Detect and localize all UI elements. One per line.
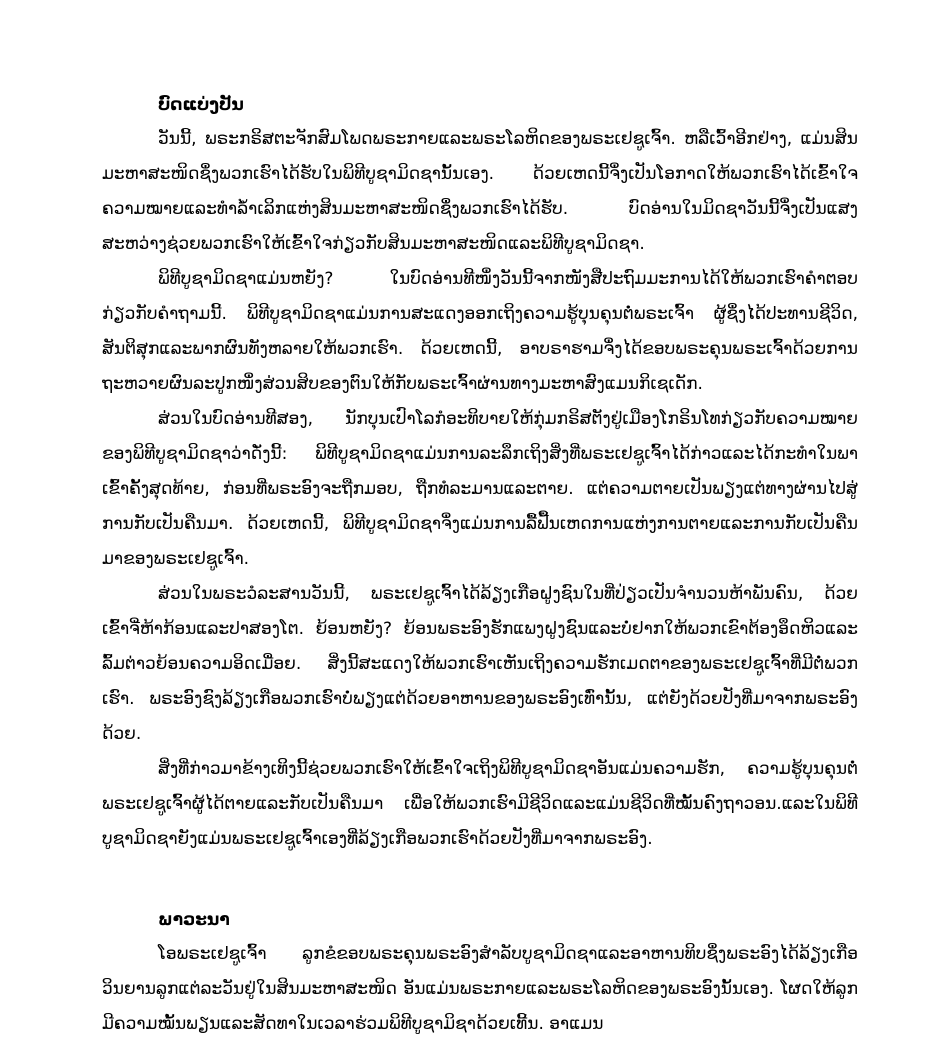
section-spacer: [102, 857, 858, 903]
reflection-paragraph-3: ສ່ວນໃນບົດອ່ານທີສອງ, ນັກບຸນເປົາໂລກໍອະທິບາຍໃຫ້ກຸ່ມກຣິສຕັງຢູ່ເມືອງໂກຣິນໂທກ່ຽວກັບຄວາມໝາຍຂອງພິທີບູຊາມິດຊາວ່າດັ່ງນີ້: ພິທີບູຊາມິດຊາແມ່ນການລະລຶກເຖິງສິ່ງທີ່ພຣະເຢຊູເຈົ້າໄດ້ກ່າວແລະໄດ້ກະທຳໃນພາເຂົ້າຄັ້ງສຸດທ້າຍ, ກ່ອນທີ່ພຣະອົງຈະຖືກມອບ, ຖືກທໍລະມານແລະຕາຍ. ແຕ່ຄວາມຕາຍເປັນພຽງແຕ່ທາງຜ່ານໄປສູ່ການກັບເປັນຄືນມາ. ດ້ວຍເຫດນີ້, ພິທີບູຊາມິດຊາຈຶ່ງແມ່ນການລື້ຟື້ນເຫດການແຫ່ງການຕາຍແລະການກັບເປັນຄືນມາຂອງພຣະເຢຊູເຈົ້າ.: [102, 409, 858, 569]
prayer-heading: ພາວະນາ: [158, 910, 230, 930]
prayer-paragraph: ໂອພຣະເຢຊູເຈົ້າ ລູກຂໍຂອບພຣະຄຸນພຣະອົງສຳລັບບູຊາມິດຊາແລະອາຫານທິບຊຶ່ງພຣະອົງໄດ້ລ້ຽງເກືອວິນຍານລູກແຕ່ລະວັນຢູ່ໃນສິນມະຫາສະໜິດ ອັນແມ່ນພຣະກາຍແລະພຣະໂລຫິດຂອງພຣະອົງນັ້ນເອງ. ໂຜດໃຫ້ລູກມີຄວາມໝັ້ນພຽນແລະສັດທາໃນເວລາຮ່ວມພິທີບູຊາມິຊາດ້ວຍເທີ້ນ. ອາແມນ: [102, 944, 858, 1034]
reflection-paragraph-4: ສ່ວນໃນພຣະວໍລະສານວັນນີ້, ພຣະເຢຊູເຈົ້າໄດ້ລ້ຽງເກືອຝູງຊົນໃນທີ່ປ່ຽວເປັນຈຳນວນຫ້າພັນຄົນ, ດ້ວຍເຂົ້າຈີ່ຫ້າກ້ອນແລະປາສອງໂຕ. ຍ້ອນຫຍັງ? ຍ້ອນພຣະອົງຮັກແພງຝູງຊົນແລະບໍ່ຢາກໃຫ້ພວກເຂົາຕ້ອງອຶດຫິວແລະລົ້ມຕ່າວຍ້ອນຄວາມອິດເມື່ອຍ. ສິ່ງນີ້ສະແດງໃຫ້ພວກເຮົາເຫັນເຖິງຄວາມຮັກເມດຕາຂອງພຣະເຢຊູເຈົ້າທີ່ມີຕໍ່ພວກເຮົາ. ພຣະອົງຊົງລ້ຽງເກືອພວກເຮົາບໍ່ພຽງແຕ່ດ້ວຍອາຫານຂອງພຣະອົງເທົ່ານັ້ນ, ແຕ່ຍັງດ້ວຍປັງທີ່ມາຈາກພຣະອົງດ້ວຍ.: [102, 584, 858, 744]
reflection-heading: ບົດແບ່ງປັນ: [158, 95, 244, 115]
reflection-paragraph-2: ພິທີບູຊາມິດຊາແມ່ນຫຍັງ? ໃນບົດອ່ານທີໜຶ່ງວັນນີ້ຈາກໜັງສືປະຖົມມະການໄດ້ໃຫ້ພວກເຮົາຄຳຕອບກ່ຽວກັບຄຳຖາມນີ້. ພິທີບູຊາມິດຊາແມ່ນການສະແດງອອກເຖິງຄວາມຮູ້ບຸນຄຸນຕໍ່ພຣະເຈົ້າ ຜູ້ຊຶ່ງໄດ້ປະທານຊີວິດ, ສັນຕິສຸກແລະພາກຜົນທັງຫລາຍໃຫ້ພວກເຮົາ. ດ້ວຍເຫດນີ້, ອາບຣາຮາມຈຶ່ງໄດ້ຂອບພຣະຄຸນພຣະເຈົ້າດ້ວຍການຖະຫວາຍຜົນລະປູກໜຶ່ງສ່ວນສິບຂອງຕົນໃຫ້ກັບພຣະເຈົ້າຜ່ານທາງມະຫາສົງແມນກິເຊເດັກ.: [102, 269, 858, 394]
document-page: [102, 88, 858, 1042]
reflection-paragraph-1: ວັນນີ້, ພຣະກຣິສຕະຈັກສົມໂພດພຣະກາຍແລະພຣະໂລຫິດຂອງພຣະເຢຊູເຈົ້າ. ຫລືເວົ້າອີກຢ່າງ, ແມ່ນສິນມະຫາສະໜິດຊຶ່ງພວກເຮົາໄດ້ຮັບໃນພິທີບູຊາມິດຊານັ້ນເອງ. ດ້ວຍເຫດນີ້ຈຶ່ງເປັນໂອກາດໃຫ້ພວກເຮົາໄດ້ເຂົ້າໃຈຄວາມໝາຍແລະທຳລ້ຳເລິກແຫ່ງສິນມະຫາສະໜິດຊຶ່ງພວກເຮົາໄດ້ຮັບ. ບົດອ່ານໃນມິດຊາວັນນີ້ຈຶ່ງເປັນແສງສະຫວ່າງຊ່ວຍພວກເຮົາໃຫ້ເຂົ້າໃຈກ່ຽວກັບສິນມະຫາສະໜິດແລະພິທີບູຊາມິດຊາ.: [102, 129, 858, 254]
reflection-paragraph-5: ສິ່ງທີ່ກ່າວມາຂ້າງເທິງນີ້ຊ່ວຍພວກເຮົາໃຫ້ເຂົ້າໃຈເຖິງພິທີບູຊາມິດຊາອັນແມ່ນຄວາມຮັກ, ຄວາມຮູ້ບຸນຄຸນຕໍ່ພຣະເຢຊູເຈົ້າຜູ້ໄດ້ຕາຍແລະກັບເປັນຄືນມາ ເພື່ອໃຫ້ພວກເຮົາມີຊີວິດແລະແມ່ນຊີວິດທີ່ໝັ້ນຄົງຖາວອນ.ແລະໃນພິທີບູຊາມິດຊາຍັງແມ່ນພຣະເຢຊູເຈົ້າເອງທີ່ລ້ຽງເກືອພວກເຮົາດ້ວຍປັງທີ່ມາຈາກພຣະອົງ.: [102, 759, 858, 849]
